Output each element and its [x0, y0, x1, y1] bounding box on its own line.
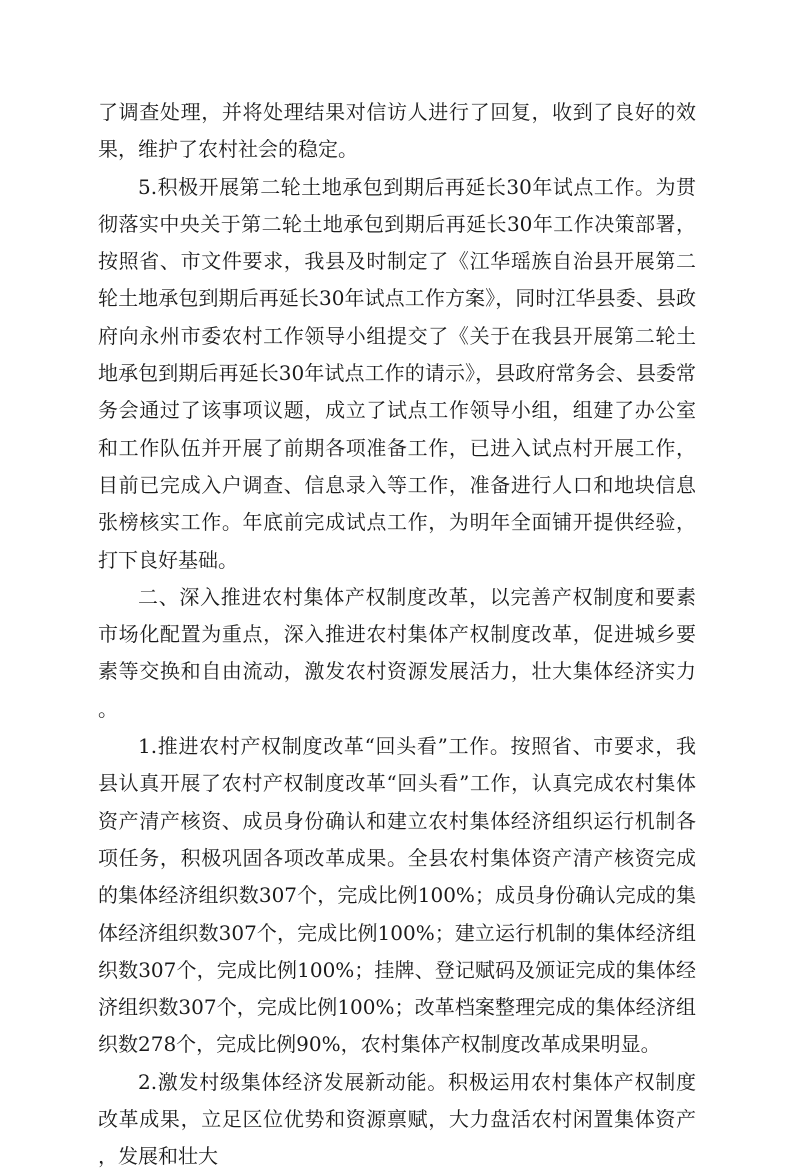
paragraph-1: 了调查处理，并将处理结果对信访人进行了回复，收到了良好的效果，维护了农村社会的稳定。 [98, 100, 696, 162]
paragraph-3: 二、深入推进农村集体产权制度改革，以完善产权制度和要素市场化配置为重点，深入推进农村集体产权制度改革，促进城乡要素等交换和自由流动，激发农村资源发展活力，壮大集体经济实力。 [98, 584, 696, 721]
paragraph-4: 1.推进农村产权制度改革“回头看”工作。按照省、市要求，我县认真开展了农村产权制度改革“回头看”工作，认真完成农村集体资产清产核资、成员身份确认和建立农村集体经济组织运行机制各项任务，积极巩固各项改革成果。全县农村集体资产清产核资完成的集体经济组织数307个，完成比例100%；成员身份确认完成的集体经济组织数307个，完成比例100%；建立运行机制的集体经济组织数307个，完成比例100%；挂牌、登记赋码及颁证完成的集体经济组织数307个，完成比例100%；改革档案整理完成的集体经济组织数278个，完成比例90%，农村集体产权制度改革成果明显。 [98, 734, 696, 1057]
paragraph-2: 5.积极开展第二轮土地承包到期后再延长30年试点工作。为贯彻落实中央关于第二轮土地承包到期后再延长30年工作决策部署，按照省、市文件要求，我县及时制定了《江华瑶族自治县开展第二轮土地承包到期后再延长30年试点工作方案》，同时江华县委、县政府向永州市委农村工作领导小组提交了《关于在我县开展第二轮土地承包到期后再延长30年试点工作的请示》，县政府常务会、县委常务会通过了该事项议题，成立了试点工作领导小组，组建了办公室和工作队伍并开展了前期各项准备工作，已进入试点村开展工作，目前已完成入户调查、信息录入等工作，准备进行人口和地块信息张榜核实工作。年底前完成试点工作，为明年全面铺开提供经验，打下良好基础。 [98, 174, 696, 572]
document-body [98, 94, 696, 1176]
paragraph-5: 2.激发村级集体经济发展新动能。积极运用农村集体产权制度改革成果，立足区位优势和资源禀赋，大力盘活农村闲置集体资产，发展和壮大 [98, 1069, 696, 1169]
